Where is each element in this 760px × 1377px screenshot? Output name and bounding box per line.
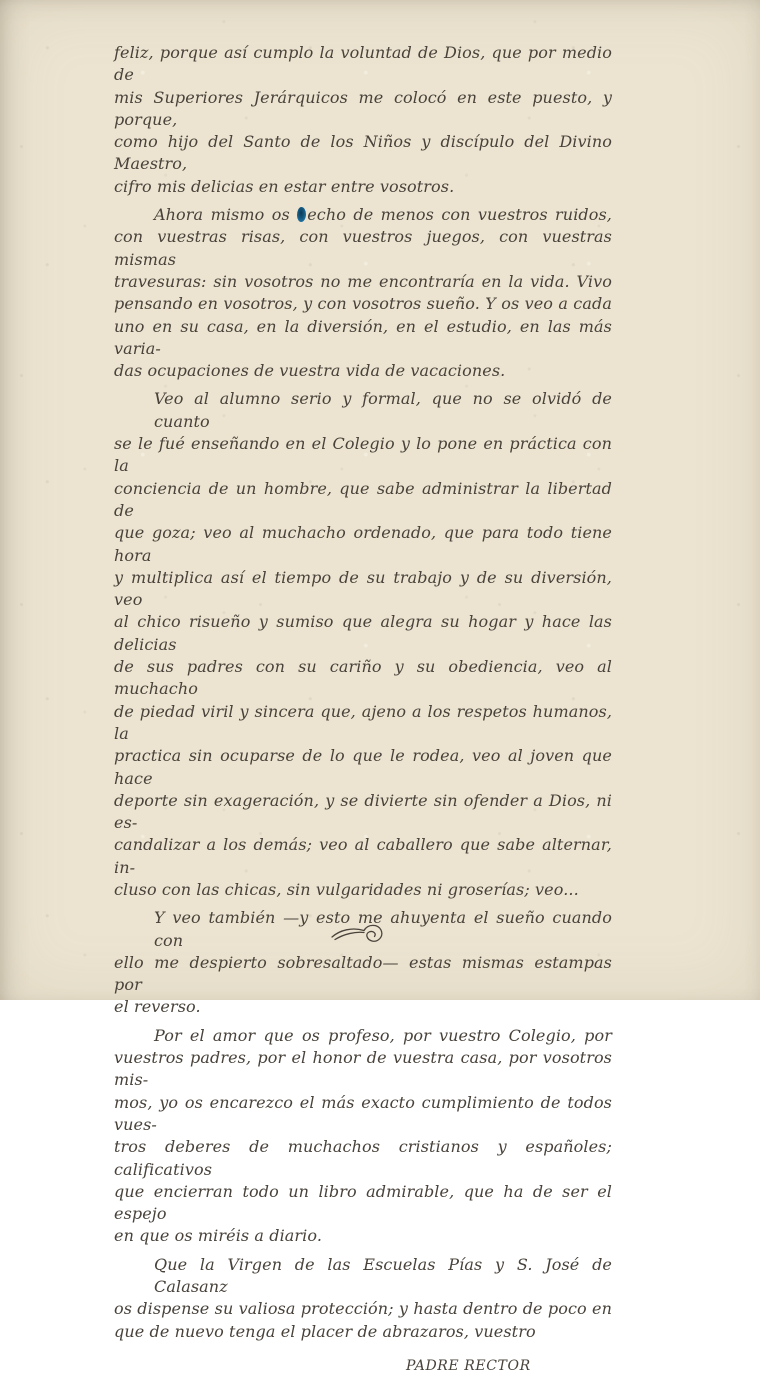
text-line: candalizar a los demás; veo al caballero que sabe alternar, in- — [114, 835, 612, 877]
text-line: ello me despierto sobresaltado— estas mismas estampas por — [114, 952, 612, 995]
text-line: el reverso. — [114, 997, 201, 1017]
paragraph — [114, 388, 612, 901]
text-line: que encierran todo un libro admirable, que ha de ser el espejo — [114, 1181, 612, 1224]
paragraph — [114, 42, 612, 198]
ink-blot — [297, 207, 306, 222]
text-line: en que os miréis a diario. — [114, 1226, 323, 1246]
text-line: de piedad viril y sincera que, ajeno a los respetos humanos, la — [114, 701, 612, 743]
text-line: Y veo también —y esto me ahuyenta el sueño cuando con — [154, 908, 612, 950]
text-line: das ocupaciones de vuestra vida de vacaciones. — [114, 361, 506, 381]
text-line: travesuras: sin vosotros no me encontraría en la vida. Vivo — [114, 271, 612, 291]
text-line: deporte sin exageración, y se divierte sin ofender a Dios, ni es- — [114, 790, 612, 833]
text-line: Por el amor que os profeso, por vuestro Colegio, por — [154, 1025, 612, 1045]
text-line: conciencia de un hombre, que sabe administrar la libertad de — [114, 478, 612, 520]
paragraph — [114, 1254, 612, 1343]
text-line: feliz, porque así cumplo la voluntad de Dios, que por medio de — [114, 43, 612, 85]
text-line: con vuestras risas, con vuestros juegos, con vuestras mismas — [114, 227, 612, 269]
text-line: pensando en vosotros, y con vosotros sueño. Y os veo a cada — [114, 294, 612, 314]
paragraph — [114, 204, 612, 382]
text-line: al chico risueño y sumiso que alegra su hogar y hace las delicias — [114, 612, 612, 654]
text-line: cluso con las chicas, sin vulgaridades ni groserías; veo... — [114, 879, 579, 899]
text-line: tros deberes de muchachos cristianos y españoles; calificativos — [114, 1137, 612, 1179]
text-line: y multiplica así el tiempo de su trabajo y de su diversión, veo — [114, 567, 612, 610]
text-line: Que la Virgen de las Escuelas Pías y S. José de Calasanz — [154, 1254, 612, 1297]
text-line: de sus padres con su cariño y su obediencia, veo al muchacho — [114, 657, 612, 699]
text-line: como hijo del Santo de los Niños y discípulo del Divino Maestro, — [114, 132, 612, 174]
text-line: mis Superiores Jerárquicos me colocó en este puesto, y porque, — [114, 87, 612, 129]
text-line: mos, yo os encarezco el más exacto cumplimiento de todos vues- — [114, 1092, 612, 1134]
text-line: se le fué enseñando en el Colegio y lo pone en práctica con la — [114, 434, 612, 476]
paragraph — [114, 1025, 612, 1248]
text-line: que de nuevo tenga el placer de abrazaros, vuestro — [114, 1321, 536, 1341]
text-line: Veo al alumno serio y formal, que no se olvidó de cuanto — [154, 389, 612, 431]
text-line: cifro mis delicias en estar entre vosotros. — [114, 176, 455, 196]
signature-padre-rector: PADRE RECTOR — [406, 1357, 531, 1374]
letter-body — [114, 0, 612, 1377]
text-line: os dispense su valiosa protección; y hasta dentro de poco en — [114, 1299, 612, 1319]
pen-flourish-ornament — [330, 921, 386, 947]
text-line: que goza; veo al muchacho ordenado, que para todo tiene hora — [114, 523, 612, 565]
text-line: Ahora mismo os echo de menos con vuestros ruidos, — [154, 205, 612, 225]
paragraphs — [114, 42, 612, 1343]
text-line: practica sin ocuparse de lo que le rodea, veo al joven que hace — [114, 746, 612, 788]
text-line: vuestros padres, por el honor de vuestra casa, por vosotros mis- — [114, 1048, 612, 1090]
text-line: uno en su casa, en la diversión, en el estudio, en las más varia- — [114, 316, 612, 358]
